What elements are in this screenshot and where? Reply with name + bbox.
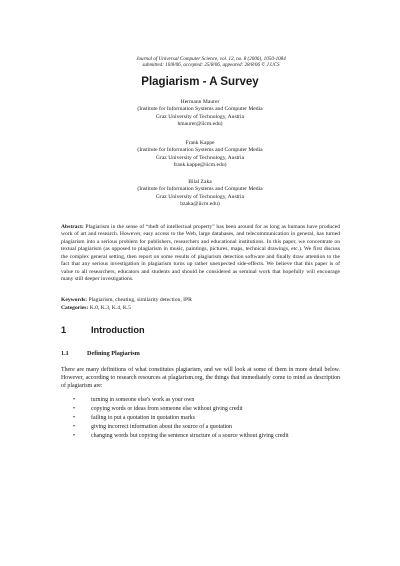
list-item-text: turning in someone else's work as your own xyxy=(91,397,195,403)
author-email: frank.kappe@iicm.edu) xyxy=(173,162,227,169)
author-block xyxy=(0,140,400,170)
section-title: Introduction xyxy=(91,325,145,335)
list-item-text: giving incorrect information about the source of a quotation xyxy=(91,424,233,430)
bullet-icon: • xyxy=(73,424,76,430)
keywords-label: Keywords: xyxy=(61,297,88,303)
author-name: Frank Kappe xyxy=(185,140,215,146)
categories-text: K.0, K.3, K.4, K.5 xyxy=(88,304,132,311)
author-institute: (Institute for Information Systems and Computer Media xyxy=(137,186,263,193)
list-item-text: changing words but copying the sentence structure of a source without giving credit xyxy=(91,433,289,439)
author-email: bzaka@iicm.edu) xyxy=(180,201,220,208)
list-item-text: failing to put a quotation in quotation marks xyxy=(91,415,195,421)
author-name: Bilal Zaka xyxy=(188,179,212,185)
author-email: hmaurer@iicm.edu) xyxy=(177,121,223,128)
section-heading xyxy=(61,325,145,335)
subsection-number: 1.1 xyxy=(61,350,69,357)
list-item xyxy=(61,433,340,441)
journal-citation: Journal of Universal Computer Science, vol. 12, no. 8 (2006), 1050-1084 xyxy=(136,56,286,62)
author-name: Hermann Maurer xyxy=(180,99,220,105)
categories xyxy=(61,305,340,312)
abstract xyxy=(61,224,340,284)
author-university: Graz University of Technology, Austria xyxy=(155,113,245,120)
section-number: 1 xyxy=(61,325,67,335)
bullet-icon: • xyxy=(73,433,76,439)
plagiarism-list xyxy=(61,397,340,442)
keywords xyxy=(61,297,340,304)
list-item xyxy=(61,424,340,432)
intro-paragraph: There are many definitions of what constitutes plagiarism, and we will look at some of them in more detail below. However, according to research resources at plagiarism.org, the things that immediately come to mind as description of plagiarism are: xyxy=(61,367,340,390)
keywords-text: Plagiarism, cheating, similarity detection, IPR xyxy=(87,297,192,303)
author-block xyxy=(0,179,400,209)
list-item xyxy=(61,415,340,423)
subsection-heading xyxy=(61,350,140,357)
author-university: Graz University of Technology, Austria xyxy=(155,193,245,200)
bullet-icon: • xyxy=(73,415,76,421)
journal-header xyxy=(96,56,326,68)
categories-label: Categories: xyxy=(61,304,89,311)
list-item xyxy=(61,397,340,405)
abstract-text: Plagiarism in the sense of “theft of intellectual property” has been around for as long as humans have produced work of art and research. However, easy access to the Web, large databases, and telecommunication in general, has turned plagiarism into a serious problem for publishers, researchers and educational institutions. In this paper, we concentrate on textual plagiarism (as opposed to plagiarism in music, paintings, pictures, maps, technical drawings, etc.). We first discuss the complex general setting, then report on some results of plagiarism detection software and finally draw attention to the fact that any serious investigation in plagiarism turns up rather unexpected side-effects. We believe that this paper is of value to all researchers, educators and students and should be considered as seminal work that hopefully will encourage many still deeper investigations. xyxy=(61,224,340,283)
paper-title: Plagiarism - A Survey xyxy=(141,76,259,88)
author-university: Graz University of Technology, Austria xyxy=(155,154,245,161)
bullet-icon: • xyxy=(73,397,76,403)
subsection-title: Defining Plagiarism xyxy=(87,350,140,357)
bullet-icon: • xyxy=(73,406,76,412)
list-item xyxy=(61,406,340,414)
author-institute: (Institute for Information Systems and Computer Media xyxy=(137,147,263,154)
journal-dates: submitted: 10/8/06, accepted: 25/8/06, appeared: 28/8/06 © J.UCS xyxy=(142,62,280,69)
author-institute: (Institute for Information Systems and Computer Media xyxy=(137,106,263,113)
author-block xyxy=(0,99,400,129)
list-item-text: copying words or ideas from someone else without giving credit xyxy=(91,406,243,412)
abstract-label: Abstract: xyxy=(61,224,84,230)
